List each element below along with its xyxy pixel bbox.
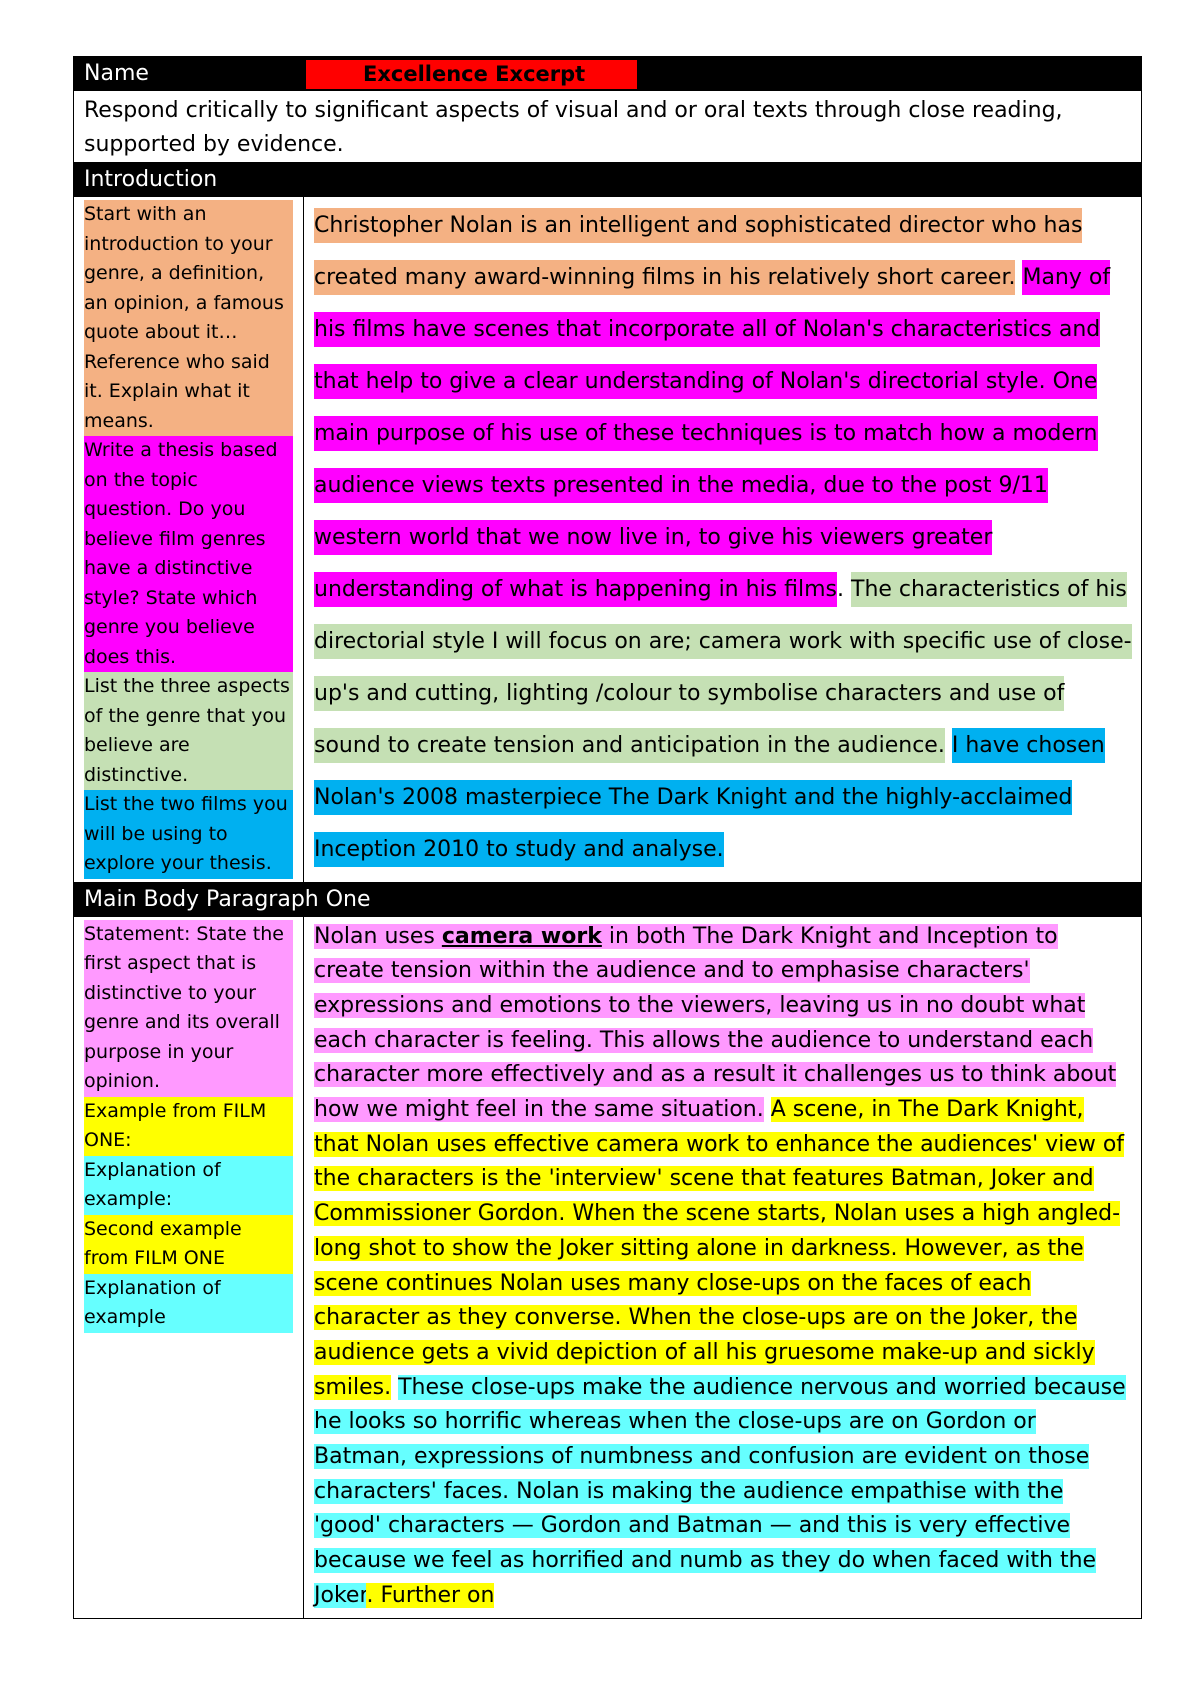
name-label: Name [84,61,149,86]
guide-films-step: List the two films you will be using to explore your thesis. [84,790,293,879]
body-statement: Nolan uses camera work in both The Dark Knight and Inception to create tension within the audience and to emphasise characters' expressions and emotions to the viewers, leaving us in no doubt what each character is feeling. This allows the audience to understand each character more effectively and as a result it challenges us to think about how we might feel in the same situation. [314,923,1117,1123]
body-one-section [74,917,1141,1618]
body-continuation: . Further on [366,1582,495,1608]
intro-gap [945,728,952,763]
task-statement: Respond critically to significant aspects of visual and or oral texts through close reading, supported by evidence. [74,91,1141,163]
introduction-paragraph [304,197,1141,882]
guide-intro-step: Start with an introduction to your genre, a definition, an opinion, a famous quote about it… Reference who said it. Explain what it means. [84,200,293,436]
guide-aspects-step: List the three aspects of the genre that you believe are distinctive. [84,672,293,790]
guide-statement-step: Statement: State the first aspect that is distinctive to your genre and its overall purpose in your opinion. [84,920,293,1097]
intro-sentence-opening: Christopher Nolan is an intelligent and sophisticated director who has created many award-winning films in his relatively short career. [314,208,1082,295]
name-row [74,57,1141,91]
camera-work-term: camera work [441,923,602,949]
body-example: A scene, in The Dark Knight, that Nolan uses effective camera work to enhance the audiences' view of the characters is the 'interview' scene that features Batman, Joker and Commissioner Gordon. When the scene starts, Nolan uses a high angled-long shot to show the Joker sitting alone in darkness. However, as the scene continues Nolan uses many close-ups on the faces of each character as they converse. When the close-ups are on the Joker, the audience gets a vivid depiction of all his gruesome make-up and sickly smiles. [314,1097,1125,1400]
body-one-guide [74,917,304,1618]
body-explanation: These close-ups make the audience nervous and worried because he looks so horrific whereas when the close-ups are on Gordon or Batman, expressions of numbness and confusion are evident on those characters' faces. Nolan is making the audience empathise with the 'good' characters — Gordon and Batman — and this is very effective because we feel as horrified and numb as they do when faced with the Joker [314,1374,1126,1608]
intro-sentence-thesis: Many of his films have scenes that incorporate all of Nolan's characteristics and that help to give a clear understanding of Nolan's directorial style. One main purpose of his use of these techniques is to match how a modern audience views texts presented in the media, due to the post 9/11 western world that we now live in, to give his viewers greater understanding of what is happening in his films [314,260,1110,607]
guide-example-one-step: Example from FILM ONE: [84,1097,293,1156]
guide-thesis-step: Write a thesis based on the topic question. Do you believe film genres have a distinctive style? State which genre you believe does this. [84,436,293,672]
intro-sentence-aspects: The characteristics of his directorial style I will focus on are; camera work with specific use of close-up's and cutting, lighting /colour to symbolise characters and use of sound to create tension and anticipation in the audience. [314,572,1132,763]
introduction-guide [74,197,304,882]
guide-explanation-two-step: Explanation of example [84,1274,293,1333]
excellence-excerpt-label: Excellence Excerpt [306,60,637,89]
guide-example-two-step: Second example from FILM ONE [84,1215,293,1274]
body-one-heading: Main Body Paragraph One [74,883,1141,917]
intro-gap: . [837,577,851,602]
guide-explanation-one-step: Explanation of example: [84,1156,293,1215]
intro-sentence-films: I have chosen Nolan's 2008 masterpiece The Dark Knight and the highly-acclaimed Inception 2010 to study and analyse. [314,728,1105,867]
body-one-paragraph [304,917,1141,1618]
document-table [73,56,1142,1619]
introduction-section [74,197,1141,883]
introduction-heading: Introduction [74,163,1141,197]
